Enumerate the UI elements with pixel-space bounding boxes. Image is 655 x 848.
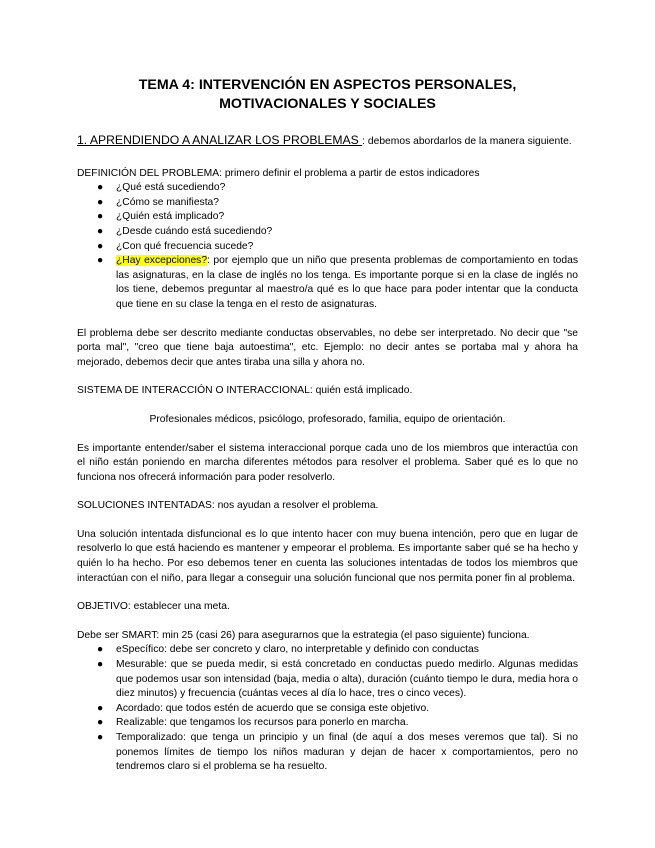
definition-label: DEFINICIÓN DEL PROBLEMA [77, 167, 220, 179]
smart-list [77, 643, 578, 774]
definition-paragraph [77, 167, 578, 182]
section-1-subtitle: : debemos abordarlos de la manera siguiente. [362, 136, 572, 147]
bullet-icon: ● [97, 240, 104, 252]
solutions-label: SOLUCIONES INTENTADAS [77, 500, 212, 512]
list-item: ● Mesurable: que se pueda medir, si está concretado en conductas puedo medirlo. Algunas medidas que podemos usar son intensidad (baja, media o alta), duración (cuánto tiempo le dura, media hora o diez minutos) y frecuencia (cuántas veces al día lo hace, tres o cinco veces). [97, 659, 578, 700]
solutions-explanation: Una solución intentada disfuncional es lo que intento hacer con muy buena intención, pero que en lugar de resolverlo lo que está haciendo es mantener y empeorar el problema. Es importante saber qué se ha hecho y quién lo ha hecho. Por eso debemos tener en cuenta las soluciones intentadas de todos los miembros que interactúan con el niño, para llegar a conseguir una solución funcional que nos permita poner fin al problema. [77, 528, 578, 584]
objective-label: OBJETIVO [77, 601, 128, 613]
bullet-icon: ● [97, 196, 104, 208]
list-item: ● ¿Cómo se manifiesta? [77, 196, 578, 211]
list-item: ● Realizable: que tengamos los recursos para ponerlo en marcha. [77, 716, 578, 731]
section-1-heading [77, 133, 578, 150]
objective-paragraph [77, 600, 578, 615]
system-members: Profesionales médicos, psicólogo, profesorado, familia, equipo de orientación. [149, 413, 506, 425]
system-label: SISTEMA DE INTERACCIÓN O INTERACCIONAL [77, 385, 310, 397]
bullet-icon: ● [97, 255, 104, 267]
smart-intro: Debe ser SMART: min 25 (casi 26) para asegurarnos que la estrategia (el paso siguiente) funciona. [77, 629, 530, 641]
highlighted-text: ¿Hay excepciones? [116, 255, 208, 267]
list-item: ● Acordado: que todos estén de acuerdo que se consiga este objetivo. [77, 702, 578, 717]
bullet-icon: ● [97, 659, 104, 671]
list-item: ● Temporalizado: que tenga un principio y un final (de aquí a dos meses veremos que tal). Si no ponemos límites de tiempo los niños maduran y dejan de hacer x comportamientos, pero no tendremos claro si el problema se ha resuelto. [97, 732, 578, 773]
list-item: ● ¿Con qué frecuencia sucede? [77, 240, 578, 255]
bullet-icon: ● [97, 732, 104, 743]
problem-description-paragraph: El problema debe ser descrito mediante conductas observables, no debe ser interpretado. No decir que "se porta mal", "creo que tiene baja autoestima", etc. Ejemplo: no decir antes se portaba mal y ahora ha mejorado, debemos decir que antes tiraba una silla y ahora no. [77, 327, 578, 368]
section-1-title: 1. APRENDIENDO A ANALIZAR LOS PROBLEMAS [77, 133, 363, 147]
system-explanation: Es importante entender/saber el sistema interaccional porque cada uno de los miembros que interactúa con el niño están poniendo en marcha diferentes métodos para resolver el problema. Saber qué es lo que no funciona nos ofrecerá información para poder resolverlo. [77, 442, 578, 483]
system-paragraph [77, 384, 578, 399]
definition-text: : primero definir el problema a partir de estos indicadores [219, 167, 480, 179]
page-title: TEMA 4: INTERVENCIÓN EN ASPECTOS PERSONALES, MOTIVACIONALES Y SOCIALES [138, 77, 517, 112]
list-item: ● eSpecífico: debe ser concreto y claro, no interpretable y definido con conductas [77, 643, 578, 658]
list-item: ● ¿Desde cuándo está sucediendo? [77, 225, 578, 240]
definition-list [77, 181, 578, 312]
list-item: ● ¿Qué está sucediendo? [77, 181, 578, 196]
bullet-icon: ● [97, 182, 104, 194]
bullet-icon: ● [97, 717, 104, 729]
bullet-icon: ● [97, 225, 104, 237]
solutions-text: : nos ayudan a resolver el problema. [211, 500, 379, 512]
bullet-icon: ● [97, 644, 104, 656]
bullet-icon: ● [97, 211, 104, 223]
bullet-icon: ● [97, 702, 104, 714]
system-text: : quién está implicado. [309, 385, 413, 397]
list-item-exceptions: ● ¿Hay excepciones?: por ejemplo que un niño que presenta problemas de comportamiento en todas las asignaturas, en la clase de inglés no los tenga. Es importante porque si en la clase de inglés no los tiene, debemos preguntar al maestro/a qué es lo que hace para poder intentar que la conducta que tiene en su clase la tenga en el resto de asignaturas. [97, 255, 579, 310]
objective-text: : establecer una meta. [127, 601, 230, 613]
solutions-paragraph [77, 499, 578, 514]
list-item: ● ¿Quién está implicado? [77, 210, 578, 225]
